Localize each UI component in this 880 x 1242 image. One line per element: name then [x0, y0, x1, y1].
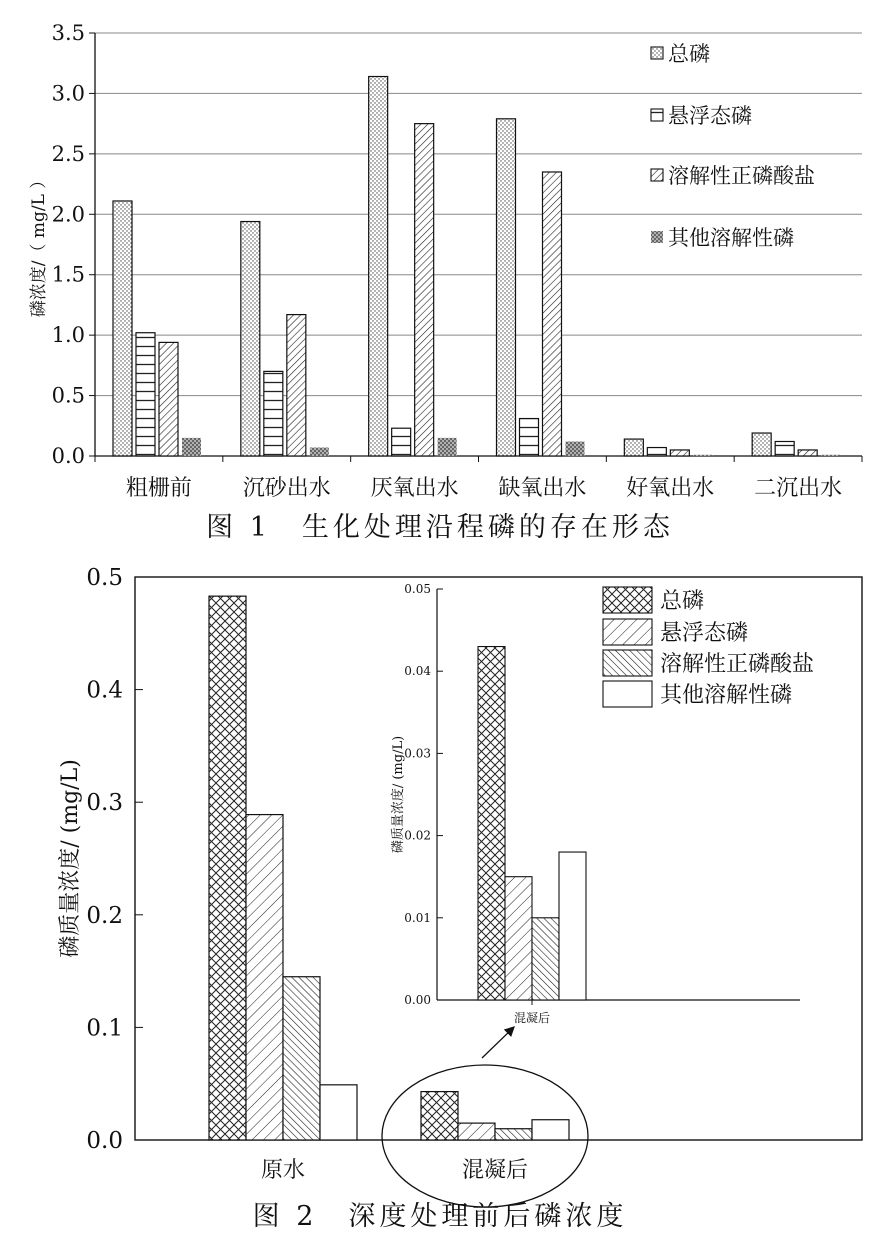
figure-1-caption: 图 1 生化处理沿程磷的存在形态: [206, 512, 674, 543]
fig1-bar-粗栅前-悬浮态磷: [136, 333, 155, 456]
fig1-bar-沉砂出水-溶解性正磷酸盐: [287, 315, 306, 456]
inset-ytick-label: 0.04: [404, 664, 431, 679]
fig2-inset-arrow: [482, 1027, 514, 1058]
fig2-ytick-label: 0.4: [86, 677, 123, 704]
inset-category-label: 混凝后: [513, 1011, 551, 1025]
fig2-legend-swatch-悬浮态磷: [603, 619, 652, 645]
fig2-legend-swatch-其他溶解性磷: [603, 681, 652, 707]
fig1-ytick-label: 1.5: [51, 262, 85, 287]
fig1-category-label: 粗栅前: [125, 476, 192, 501]
fig2-legend-label-总磷: 总磷: [660, 589, 705, 614]
inset-ytick-label: 0.02: [404, 828, 431, 843]
fig1-ytick-label: 2.5: [51, 141, 85, 166]
inset-bar-溶解性正磷酸盐: [532, 918, 559, 1000]
fig1-category-label: 厌氧出水: [370, 476, 459, 501]
inset-ytick-label: 0.01: [404, 910, 431, 925]
fig2-bar-原水-其他溶解性磷: [320, 1085, 357, 1140]
fig2-ytick-label: 0.5: [86, 565, 123, 591]
fig1-bar-沉砂出水-其他溶解性磷: [310, 448, 329, 456]
fig1-legend-swatch-其他溶解性磷: [651, 231, 663, 243]
inset-bar-其他溶解性磷: [559, 852, 586, 1000]
figure-2-caption: 图 2 深度处理前后磷浓度: [252, 1201, 628, 1232]
fig1-ytick-label: 0.5: [51, 383, 85, 408]
fig1-legend-swatch-悬浮态磷: [651, 109, 663, 121]
fig2-ytick-label: 0.1: [86, 1015, 123, 1042]
fig1-category-label: 沉砂出水: [242, 476, 331, 501]
fig1-bar-缺氧出水-溶解性正磷酸盐: [543, 172, 562, 456]
fig2-category-label: 原水: [260, 1158, 306, 1183]
inset-y-axis-label: 磷质量浓度/ (mg/L): [391, 735, 406, 854]
fig1-ytick-label: 0.0: [51, 444, 85, 468]
fig2-bar-混凝后-悬浮态磷: [458, 1123, 495, 1140]
fig2-legend-swatch-总磷: [603, 587, 652, 613]
fig1-bar-好氧出水-溶解性正磷酸盐: [670, 450, 689, 456]
inset-bar-悬浮态磷: [505, 877, 532, 1000]
fig1-bar-沉砂出水-总磷: [241, 222, 260, 456]
fig1-legend-swatch-总磷: [651, 47, 663, 59]
fig1-bar-厌氧出水-总磷: [369, 77, 388, 456]
fig2-bar-原水-溶解性正磷酸盐: [283, 977, 320, 1140]
fig1-legend-label-溶解性正磷酸盐: 溶解性正磷酸盐: [668, 164, 815, 188]
fig1-ytick-label: 2.0: [51, 202, 85, 227]
fig2-bar-原水-悬浮态磷: [246, 815, 283, 1140]
fig1-bar-二沉出水-悬浮态磷: [775, 441, 794, 456]
fig2-ytick-label: 0.3: [86, 790, 123, 817]
fig1-ytick-label: 3.5: [51, 21, 85, 45]
fig2-bar-混凝后-溶解性正磷酸盐: [495, 1129, 532, 1140]
fig1-bar-沉砂出水-悬浮态磷: [264, 371, 283, 456]
fig1-bar-好氧出水-悬浮态磷: [647, 448, 666, 456]
fig1-ytick-label: 3.0: [51, 81, 85, 106]
fig1-legend-label-悬浮态磷: 悬浮态磷: [668, 104, 752, 128]
fig2-ytick-label: 0.2: [86, 902, 123, 929]
fig1-y-axis-label: 磷浓度/（ mg/L ）: [29, 171, 49, 318]
fig1-bar-粗栅前-总磷: [113, 201, 132, 456]
fig1-category-label: 二沉出水: [754, 476, 843, 501]
fig1-bar-缺氧出水-其他溶解性磷: [566, 441, 585, 456]
fig1-bar-粗栅前-其他溶解性磷: [182, 438, 201, 456]
fig2-ytick-label: 0.0: [86, 1128, 123, 1154]
fig1-bar-粗栅前-溶解性正磷酸盐: [159, 342, 178, 456]
fig1-bar-二沉出水-溶解性正磷酸盐: [798, 450, 817, 456]
fig1-category-label: 好氧出水: [626, 476, 715, 501]
fig1-legend-label-总磷: 总磷: [668, 42, 710, 66]
fig1-bar-厌氧出水-溶解性正磷酸盐: [415, 124, 434, 456]
inset-bar-总磷: [478, 647, 505, 1000]
inset-ytick-label: 0.00: [404, 993, 431, 1007]
fig2-legend-label-悬浮态磷: 悬浮态磷: [660, 621, 749, 646]
fig2-bar-混凝后-总磷: [421, 1092, 458, 1140]
inset-ytick-label: 0.03: [404, 746, 431, 761]
inset-ytick-label: 0.05: [404, 582, 431, 596]
fig1-legend-label-其他溶解性磷: 其他溶解性磷: [668, 226, 794, 250]
fig1-bar-好氧出水-总磷: [624, 439, 643, 456]
fig2-bar-原水-总磷: [209, 596, 246, 1140]
fig1-bar-缺氧出水-悬浮态磷: [520, 419, 539, 456]
fig2-legend-label-其他溶解性磷: 其他溶解性磷: [660, 683, 793, 708]
fig2-y-axis-label: 磷质量浓度/ (mg/L): [58, 759, 83, 958]
fig1-legend-swatch-溶解性正磷酸盐: [651, 169, 663, 181]
fig1-bar-二沉出水-总磷: [752, 433, 771, 456]
fig1-bar-好氧出水-其他溶解性磷: [693, 455, 712, 456]
fig1-bar-厌氧出水-悬浮态磷: [392, 428, 411, 456]
fig1-category-label: 缺氧出水: [498, 476, 587, 501]
fig1-bar-二沉出水-其他溶解性磷: [821, 455, 840, 456]
fig2-bar-混凝后-其他溶解性磷: [532, 1120, 569, 1140]
fig1-bar-缺氧出水-总磷: [497, 119, 516, 456]
fig2-legend-swatch-溶解性正磷酸盐: [603, 650, 652, 676]
fig2-legend-label-溶解性正磷酸盐: 溶解性正磷酸盐: [660, 652, 815, 677]
fig1-ytick-label: 1.0: [51, 323, 85, 348]
fig1-bar-厌氧出水-其他溶解性磷: [438, 438, 457, 456]
fig2-category-label: 混凝后: [461, 1158, 529, 1183]
